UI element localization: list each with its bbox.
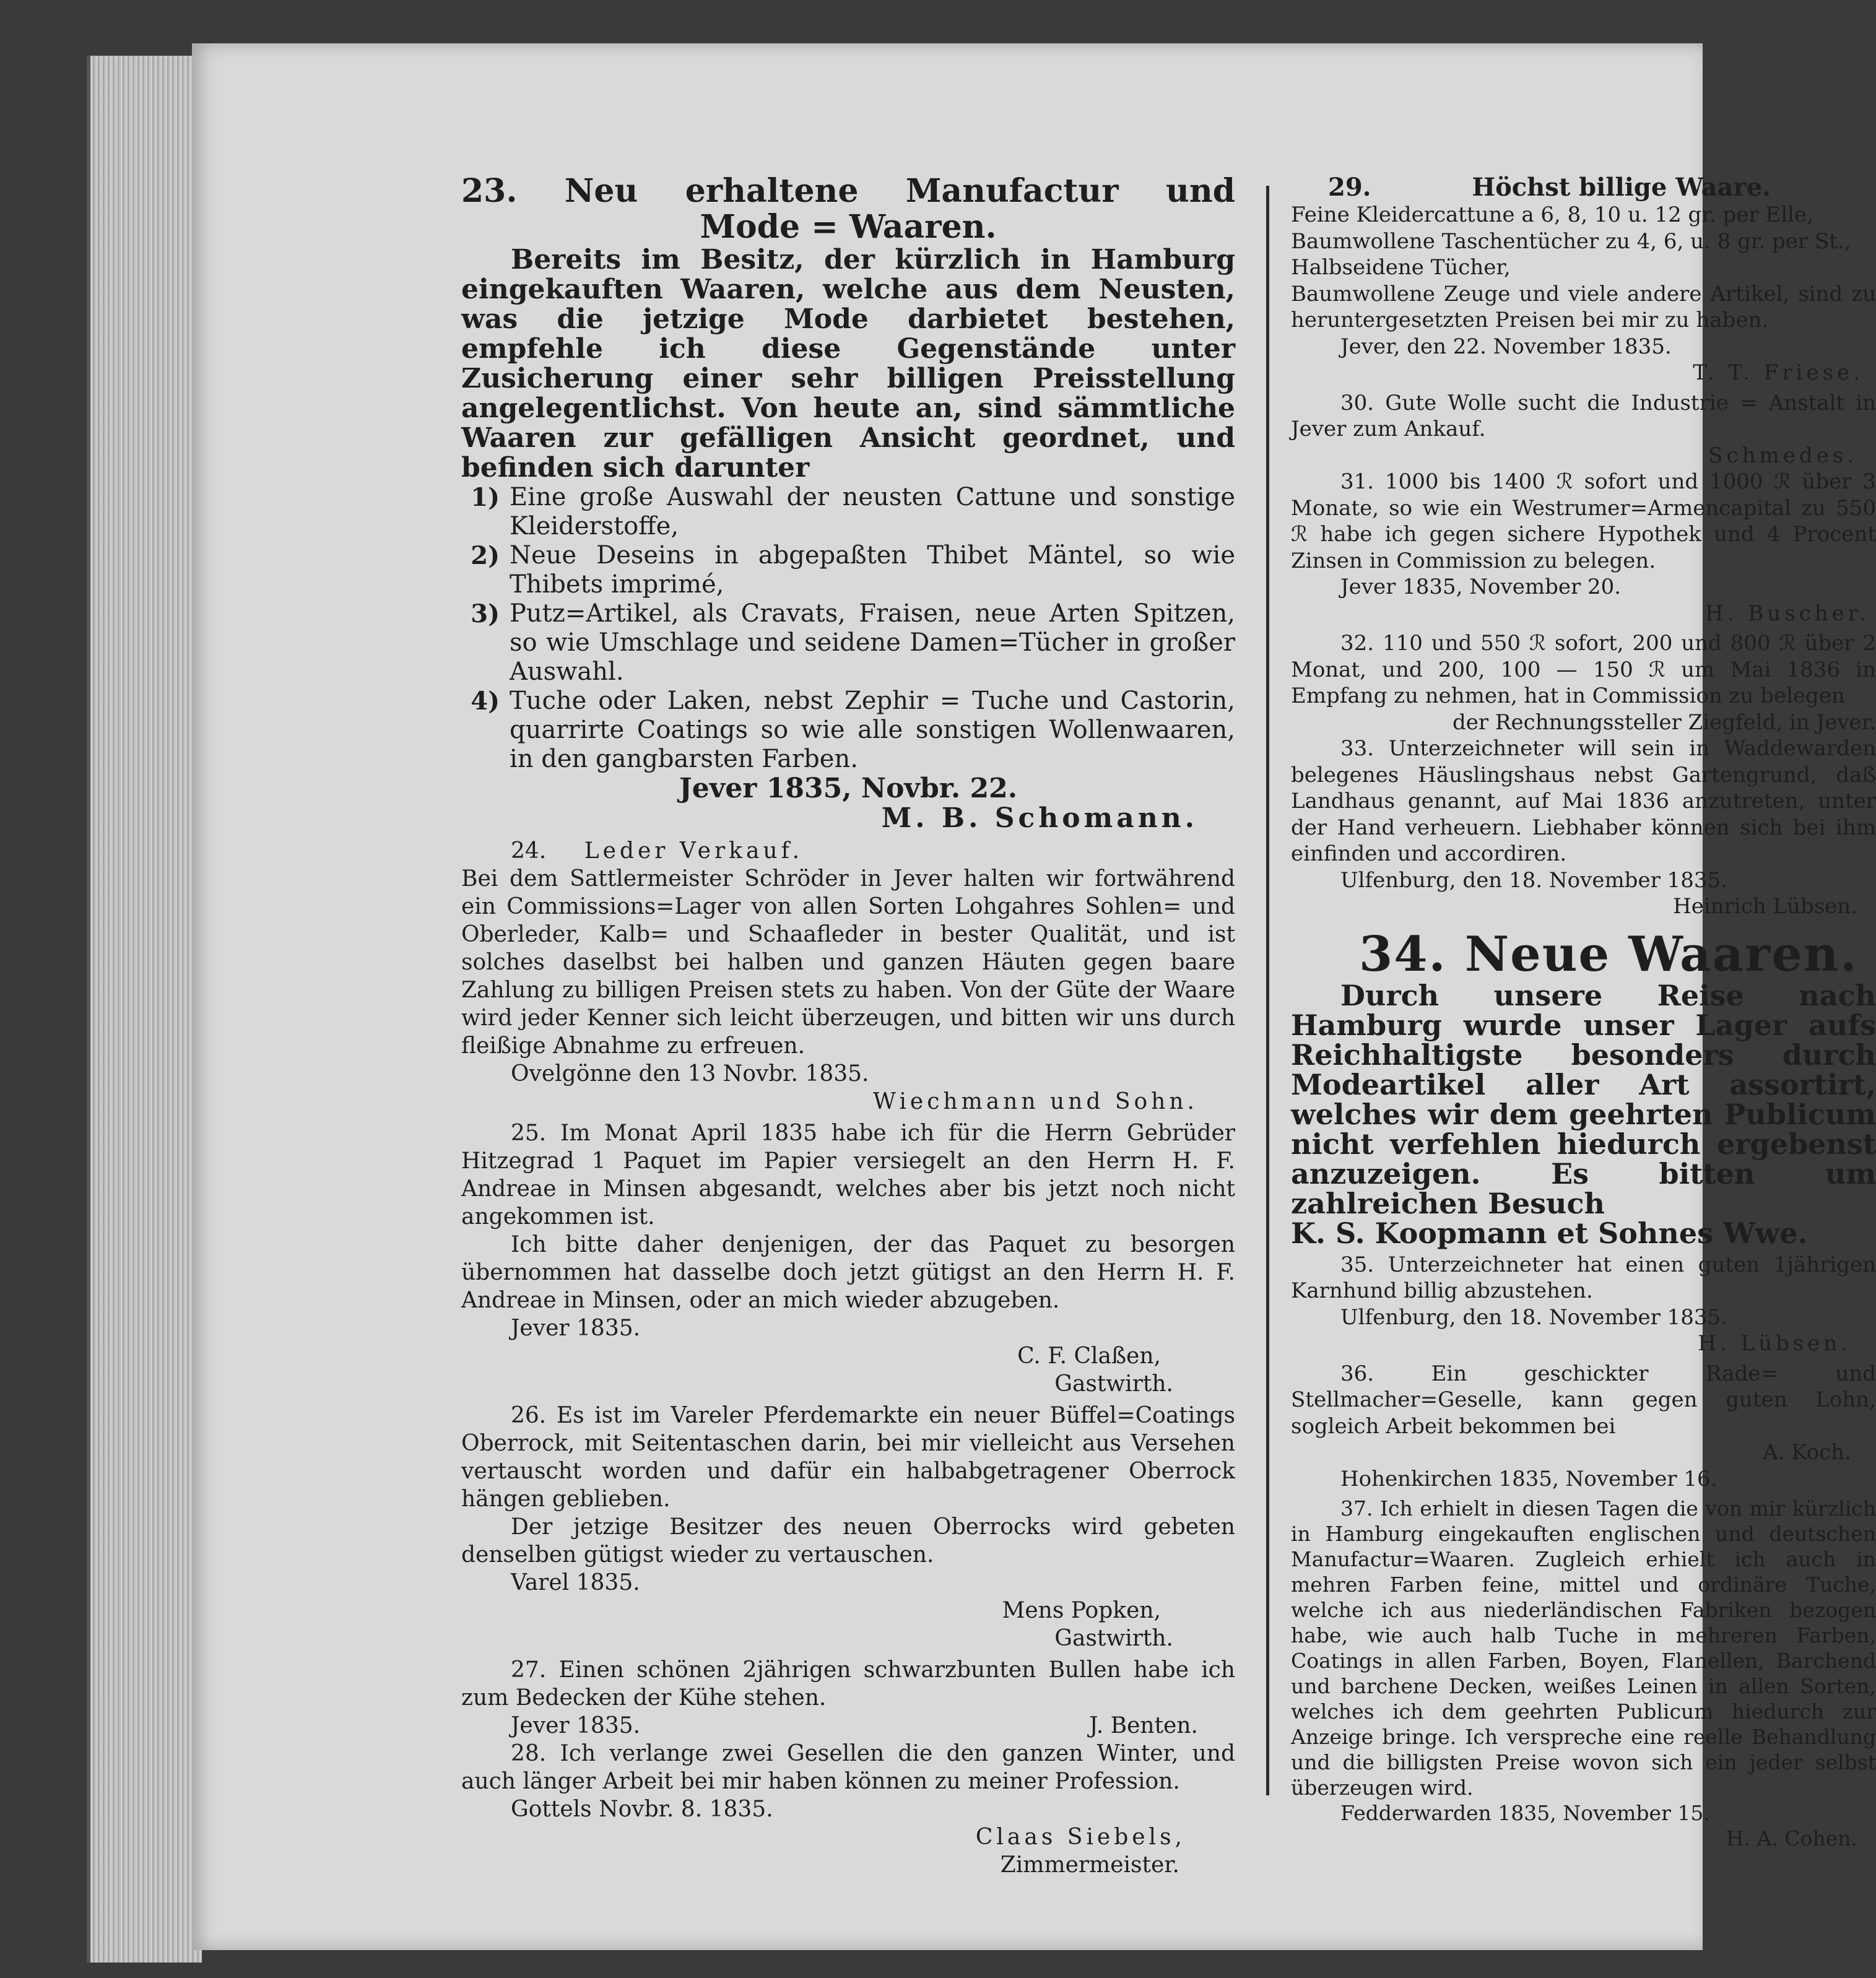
- ad-24-number: 24.: [511, 838, 547, 864]
- ad-27-body: Einen schönen 2jährigen schwarzbunten Bullen habe ich zum Bedecken der Kühe stehen.: [461, 1657, 1235, 1711]
- ad-30-signature: Schmedes.: [1708, 443, 1857, 468]
- ad-31: [1291, 469, 1876, 627]
- ad-37: [1291, 1496, 1876, 1851]
- ad-34-number: 34.: [1359, 926, 1447, 982]
- ad-28-number: 28.: [511, 1741, 547, 1766]
- ad-33-signature: Heinrich Lübsen.: [1673, 894, 1857, 919]
- ad-23-item: 2) Neue Deseins in abgepaßten Thibet Mäntel, so wie Thibets imprimé,: [471, 541, 1235, 599]
- book-page-edges: [87, 56, 202, 1963]
- ad-26-role: Gastwirth.: [1054, 1626, 1173, 1651]
- ad-23-item: 4) Tuche oder Laken, nebst Zephir = Tuche und Castorin, quarrirte Coatings so wie alle sonstigen Wollenwaaren, in den gangbarsten Farben.: [471, 687, 1235, 773]
- ad-30-body: Gute Wolle sucht die Industrie = Anstalt in Jever zum Ankauf.: [1291, 390, 1876, 441]
- ad-36-body: Ein geschickter Rade= und Stellmacher=Geselle, kann gegen guten Lohn, sogleich Arbeit bekommen bei: [1291, 1361, 1876, 1439]
- ad-37-signature: H. A. Cohen.: [1726, 1826, 1857, 1850]
- ad-30-number: 30.: [1340, 390, 1374, 415]
- ad-31-number: 31.: [1340, 469, 1374, 494]
- ad-35-date: Ulfenburg, den 18. November 1835.: [1340, 1304, 1727, 1330]
- ad-31-date: Jever 1835, November 20.: [1340, 575, 1622, 599]
- ad-32-body: 110 und 550 ℛ sofort, 200 und 800 ℛ über 2 Monat, und 200, 100 — 150 ℛ um Mai 1836 in Empfang zu nehmen, hat in Commission zu belegen: [1291, 631, 1876, 708]
- ad-26-number: 26.: [511, 1403, 547, 1428]
- ad-24-title: Leder Verkauf.: [584, 838, 804, 864]
- ad-32: [1291, 630, 1876, 735]
- ad-32-number: 32.: [1340, 631, 1374, 656]
- ad-23-item: 3) Putz=Artikel, als Cravats, Fraisen, neue Arten Spitzen, so wie Umschlage und seidene Damen=Tücher in großer Auswahl.: [471, 599, 1235, 686]
- ad-36: [1291, 1361, 1876, 1493]
- ad-36-date: Hohenkirchen 1835, November 16.: [1340, 1466, 1717, 1491]
- ad-37-body: Ich erhielt in diesen Tagen die von mir kürzlich in Hamburg eingekauften englischen und deutschen Manufactur=Waaren. Zugleich erhielt ich auch in mehren Farben feine, mittel und ordinäre Tuche, welche ich aus niederländischen Fabriken bezogen habe, wie auch halb Tuche in mehreren Farben, Coatings in allen Farben, Boyen, Flanellen, Barchend und barchene Decken, weißes Leinen in allen Sorten, welches ich dem geehrten Publicum hiedurch zur Anzeige bringe. Ich verspreche eine reelle Behandlung und die billigsten Preise wovon sich ein jeder selbst überzeugen wird.: [1291, 1496, 1876, 1800]
- ad-33: [1291, 735, 1876, 920]
- ad-23-number: 23.: [461, 172, 518, 210]
- right-column: [1291, 173, 1876, 1851]
- ad-26-body2: Der jetzige Besitzer des neuen Oberrocks wird gebeten denselben gütigst wieder zu vertauschen.: [461, 1514, 1235, 1568]
- newspaper-page: [192, 43, 1876, 1950]
- ad-26-signature: Mens Popken,: [1002, 1598, 1161, 1623]
- ad-29-line: Feine Kleidercattune a 6, 8, 10 u. 12 gr. per Elle,: [1291, 202, 1813, 227]
- ad-25-signature: C. F. Claßen,: [1017, 1343, 1161, 1369]
- ad-23-lead: Bereits im Besitz, der kürzlich in Hamburg eingekauften Waaren, welche aus dem Neusten, was die jetzige Mode darbietet bestehen, empfehle ich diese Gegenstände unter Zusicherung einer sehr billigen Preisstellung angelegentlichst. Von heute an, sind sämmtliche Waaren zur gefälligen Ansicht geordnet, und befinden sich darunter: [461, 244, 1235, 484]
- ad-25-number: 25.: [511, 1121, 547, 1146]
- ad-34-body: Durch unsere Reise nach Hamburg wurde unser Lager aufs Reichhaltigste besonders durch Modeartikel aller Art assortirt, welches wir dem geehrten Publicum nicht verfehlen hiedurch ergebenst anzuzeigen. Es bitten um zahlreichen Besuch: [1291, 978, 1876, 1220]
- ad-29-line: Baumwollene Taschentücher zu 4, 6, u. 8 gr. per St.,: [1291, 228, 1851, 254]
- ad-28: [461, 1740, 1235, 1879]
- ad-31-signature: H. Buscher.: [1705, 601, 1870, 626]
- ad-29: [1291, 173, 1876, 386]
- ad-27-signature: J. Benten.: [1089, 1713, 1198, 1738]
- left-column: [461, 173, 1235, 1879]
- ad-29-title: Höchst billige Waare.: [1472, 173, 1771, 202]
- column-divider: [1266, 186, 1269, 1795]
- ad-26-body1: Es ist im Vareler Pferdemarkte ein neuer Büffel=Coatings Oberrock, mit Seitentaschen darin, bei mir vielleicht aus Versehen vertauscht worden und dafür ein halbabgetragener Oberrock hängen geblieben.: [461, 1403, 1235, 1512]
- ad-24-date: Ovelgönne den 13 Novbr. 1835.: [511, 1061, 869, 1087]
- ad-26-date: Varel 1835.: [511, 1570, 640, 1595]
- ad-23-title-line2: Mode = Waaren.: [700, 208, 997, 246]
- ad-28-body: Ich verlange zwei Gesellen die den ganzen Winter, und auch länger Arbeit bei mir haben können zu meiner Profession.: [461, 1741, 1235, 1794]
- ad-35-signature: H. Lübsen.: [1698, 1331, 1851, 1356]
- ad-28-role: Zimmermeister.: [1000, 1852, 1179, 1878]
- ad-24-signature: Wiechmann und Sohn.: [873, 1089, 1198, 1114]
- ad-34: [1291, 926, 1876, 1250]
- ad-37-date: Fedderwarden 1835, November 15.: [1340, 1801, 1710, 1825]
- ad-23: [461, 173, 1235, 833]
- ad-25-body1: Im Monat April 1835 habe ich für die Herrn Gebrüder Hitzegrad 1 Paquet im Papier versiegelt an den Herrn H. F. Andreae in Minsen abgesandt, welches aber bis jetzt noch nicht angekommen ist.: [461, 1121, 1235, 1230]
- ad-30: [1291, 390, 1876, 469]
- ad-27-date: Jever 1835.: [511, 1713, 641, 1738]
- ad-26: [461, 1402, 1235, 1652]
- ad-29-signature: T. T. Friese.: [1693, 360, 1864, 385]
- ad-23-title-line1: Neu erhaltene Manufactur und: [564, 172, 1236, 210]
- ad-27-number: 27.: [511, 1657, 547, 1683]
- ad-23-item: 1) Eine große Auswahl der neusten Cattune und sonstige Kleiderstoffe,: [471, 483, 1235, 540]
- ad-24: [461, 837, 1235, 1116]
- ad-24-body: Bei dem Sattlermeister Schröder in Jever halten wir fortwährend ein Commissions=Lager von allen Sorten Lohgahres Sohlen= und Oberleder, Kalb= und Schaafleder in bester Qualität, und ist solches daselbst bei halben und ganzen Häuten gegen baare Zahlung zu billigen Preisen stets zu haben. Von der Güte der Waare wird jeder Kenner sich leicht überzeugen, und bitten wir uns durch fleißige Abnahme zu erfreuen.: [461, 866, 1235, 1059]
- ad-35-body: Unterzeichneter hat einen guten 1jährigen Karnhund billig abzustehen.: [1291, 1252, 1876, 1303]
- ad-34-title: Neue Waaren.: [1464, 926, 1858, 982]
- ad-25-date: Jever 1835.: [511, 1316, 641, 1341]
- ad-25-role: Gastwirth.: [1054, 1371, 1173, 1397]
- ad-35-number: 35.: [1340, 1252, 1374, 1277]
- ad-27: [461, 1656, 1235, 1740]
- ad-33-number: 33.: [1340, 736, 1374, 761]
- ad-29-line: Baumwollene Zeuge und viele andere Artikel, sind zu heruntergesetzten Preisen bei mir zu haben.: [1291, 281, 1876, 332]
- ad-33-date: Ulfenburg, den 18. November 1835.: [1340, 867, 1727, 893]
- ad-32-signature: der Rechnungssteller Ziegfeld, in Jever.: [1452, 709, 1876, 735]
- ad-36-number: 36.: [1340, 1361, 1374, 1386]
- ad-34-signature: K. S. Koopmann et Sohnes Wwe.: [1291, 1216, 1808, 1250]
- ad-25: [461, 1119, 1235, 1398]
- ad-28-signature: Claas Siebels,: [975, 1824, 1186, 1850]
- ad-23-date: Jever 1835, Novbr. 22.: [679, 773, 1018, 804]
- ad-35: [1291, 1252, 1876, 1357]
- ad-28-date: Gottels Novbr. 8. 1835.: [511, 1797, 773, 1822]
- ad-37-number: 37.: [1340, 1496, 1373, 1520]
- ad-25-body2: Ich bitte daher denjenigen, der das Paquet zu besorgen übernommen hat dasselbe doch jetzt gütigst an den Herrn H. F. Andreae in Minsen, oder an mich wieder abzugeben.: [461, 1232, 1235, 1313]
- ad-31-body: 1000 bis 1400 ℛ sofort und 1000 ℛ über 3 Monate, so wie ein Westrumer=Armencapital zu 550 ℛ habe ich gegen sichere Hypothek und 4 Procent Zinsen in Commission zu belegen.: [1291, 469, 1876, 573]
- ad-29-date: Jever, den 22. November 1835.: [1340, 334, 1672, 359]
- ad-33-body: Unterzeichneter will sein in Waddewarden belegenes Häuslingshaus nebst Gartengrund, daß Landhaus genannt, auf Mai 1836 anzutreten, unter der Hand verheuern. Liebhaber können sich bei ihm einfinden und accordiren.: [1291, 736, 1876, 866]
- ad-23-signature: M. B. Schomann.: [881, 802, 1198, 834]
- ad-29-number: 29.: [1328, 173, 1371, 202]
- ad-29-line: Halbseidene Tücher,: [1291, 255, 1511, 280]
- ad-36-signature: A. Koch.: [1763, 1440, 1851, 1465]
